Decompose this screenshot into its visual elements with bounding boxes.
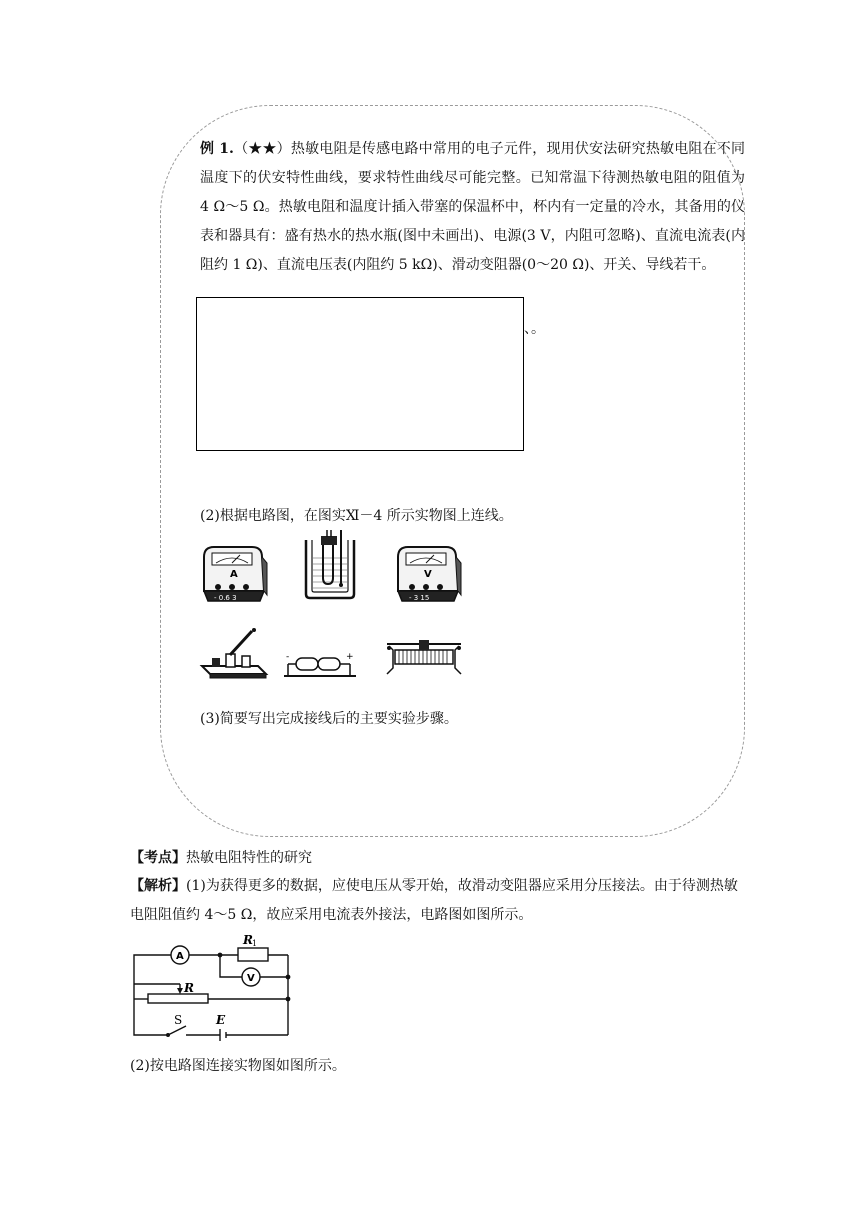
ammeter-letter: A — [230, 569, 238, 580]
kaodian-text: 热敏电阻特性的研究 — [186, 850, 312, 866]
circuit-ammeter-label: A — [176, 951, 184, 962]
battery-plus-label: + — [346, 652, 354, 662]
question-paragraph — [200, 135, 745, 280]
hidden-fragment: 、。 — [524, 321, 545, 337]
circuit-r-label: R — [184, 981, 194, 995]
circuit-diagram — [128, 932, 300, 1040]
question-part3: (3)简要写出完成接线后的主要实验步骤。 — [200, 711, 458, 727]
answer-part2: (2)按电路图连接实物图如图所示。 — [130, 1058, 346, 1074]
question-label: 例 1. — [200, 141, 234, 157]
circuit-r1-label: R — [243, 933, 253, 947]
question-text: 热敏电阻是传感电路中常用的电子元件，现用伏安法研究热敏电阻在不同温度下的伏安特性曲线，要求特性曲线尽可能完整。已知常温下待测热敏电阻的阻值为 4 Ω～5 Ω。热敏电阻和温度计插入带塞的保温杯中，杯内有一定量的冷水，其备用的仪表和器具有：盛有热水的热水瓶(图中未画出)、电源(3 V，内阻可忽略)、直流电流表(内阻约 1 Ω)、直流电压表(内阻约 5 kΩ)、滑动变阻器(0～20 Ω)、开关、导线若干。 — [200, 141, 746, 273]
voltmeter-figure — [394, 543, 462, 605]
kaodian-label: 【考点】 — [130, 850, 186, 866]
thermos-cup-figure — [303, 528, 357, 600]
rheostat-figure — [385, 638, 463, 678]
battery-minus-label: - — [286, 652, 290, 662]
knife-switch-figure — [200, 628, 268, 680]
question-stars: （★★） — [233, 141, 291, 157]
voltmeter-letter: V — [424, 569, 432, 580]
ammeter-scale: - 0.6 3 — [214, 594, 237, 602]
circuit-r1-subscript: 1 — [252, 939, 258, 948]
jiexi-text: (1)为获得更多的数据，应使电压从零开始，故滑动变阻器应采用分压接法。由于待测热敏电阻阻值约 4～5 Ω，故应采用电流表外接法，电路图如图所示。 — [130, 878, 738, 923]
question-part2: (2)根据电路图，在图实Ⅺ－4 所示实物图上连线。 — [200, 508, 513, 524]
voltmeter-scale: - 3 15 — [409, 594, 430, 602]
circuit-source-label: E — [216, 1013, 226, 1027]
ammeter-figure — [200, 543, 268, 605]
battery-figure — [282, 648, 358, 680]
jiexi-label: 【解析】 — [130, 878, 186, 894]
blank-answer-box — [196, 297, 524, 451]
circuit-voltmeter-label: V — [247, 973, 255, 984]
circuit-switch-label: S — [174, 1013, 183, 1027]
kaodian-line — [130, 844, 312, 873]
jiexi-paragraph — [130, 872, 750, 930]
